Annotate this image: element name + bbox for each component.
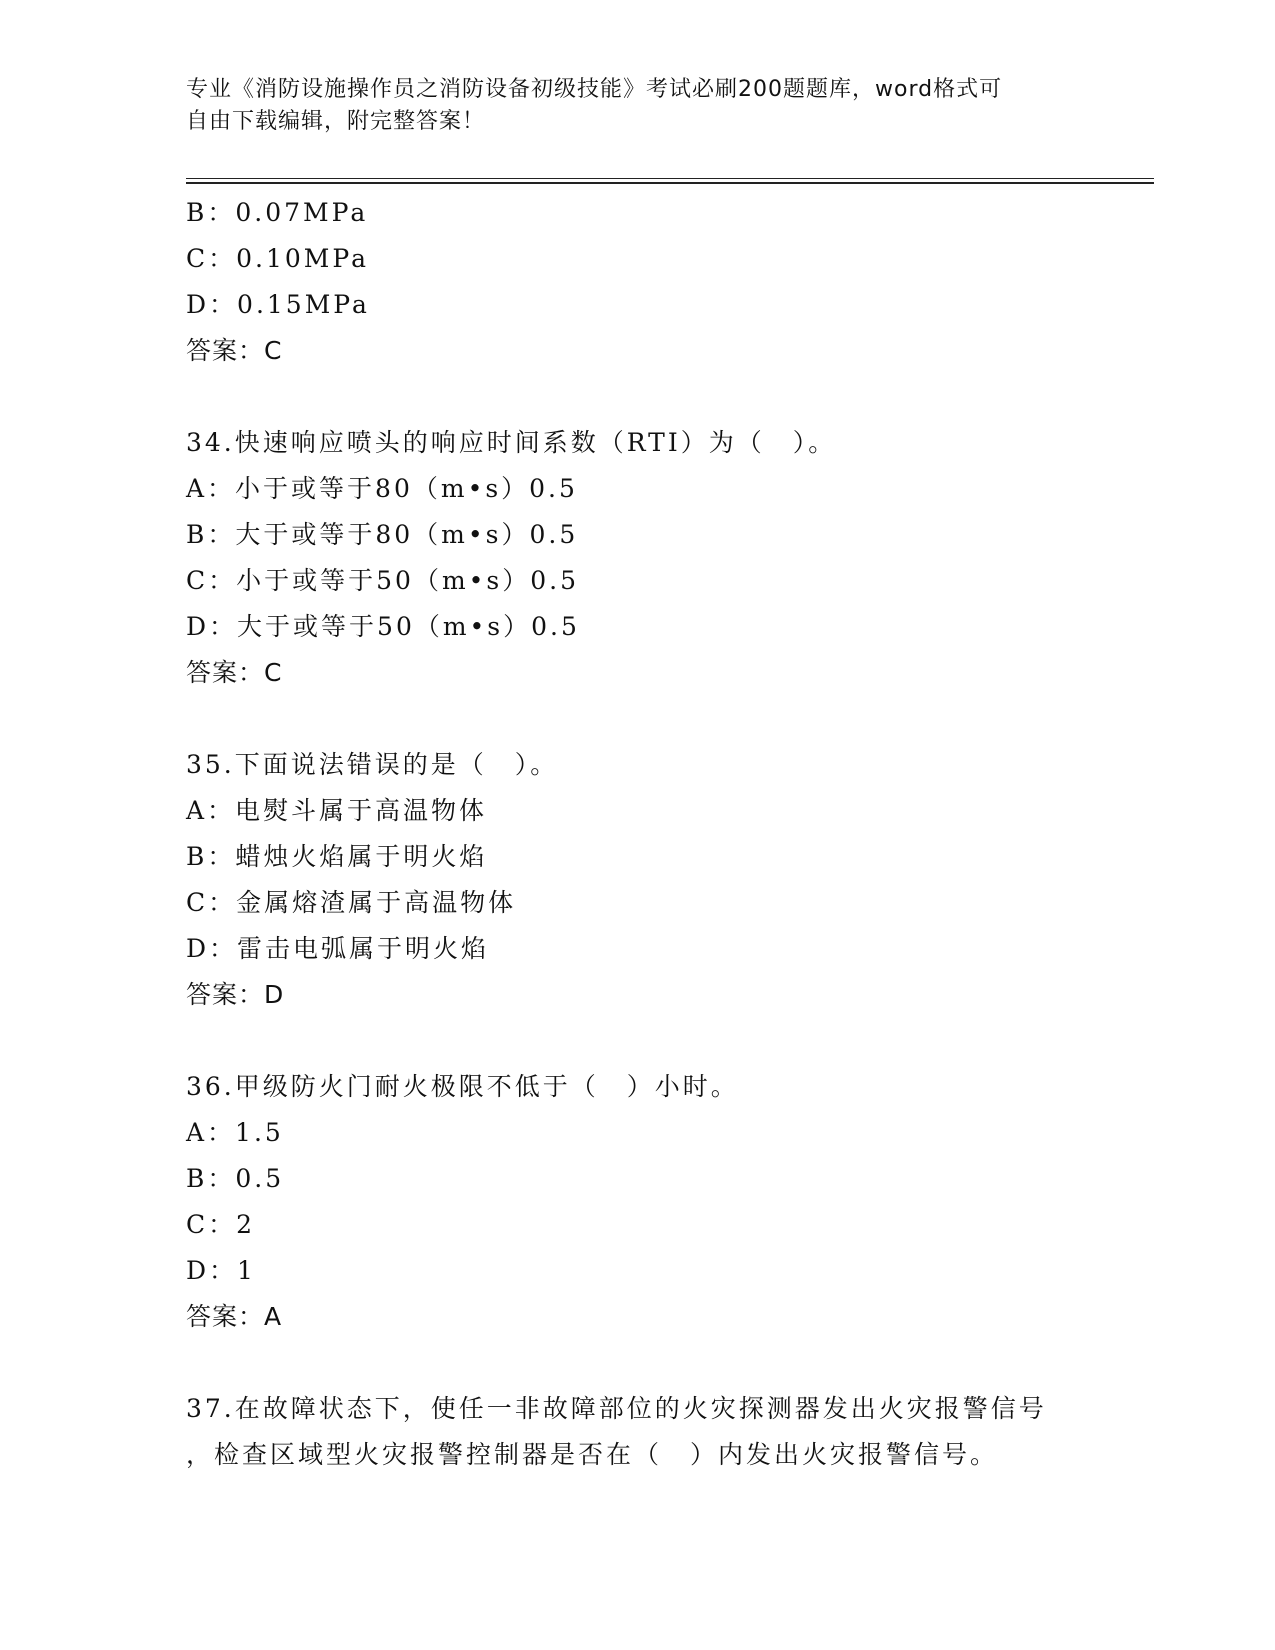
- option-c: C：0.10MPa: [186, 244, 369, 273]
- question-text: 35.下面说法错误的是（ ）。: [186, 750, 559, 779]
- question-text: 36.甲级防火门耐火极限不低于（ ）小时。: [186, 1072, 739, 1101]
- header-line-2: 自由下载编辑，附完整答案！: [186, 109, 486, 134]
- answer: 答案：A: [186, 1302, 283, 1331]
- option-c: C：2: [186, 1210, 256, 1239]
- option-d: D：0.15MPa: [186, 290, 370, 319]
- question-33-partial: [186, 190, 1086, 374]
- question-35: [186, 742, 1086, 1018]
- option-d: D：1: [186, 1256, 256, 1285]
- answer: 答案：C: [186, 336, 283, 365]
- question-37: [186, 1386, 1086, 1478]
- header-line-1: 专业《消防设施操作员之消防设备初级技能》考试必刷200题题库，word格式可: [186, 77, 1003, 102]
- option-b: B：大于或等于80（m•s）0.5: [186, 520, 579, 549]
- header-divider-thin: [186, 178, 1154, 179]
- option-b: B：0.07MPa: [186, 198, 369, 227]
- question-text-line-2: ，检查区域型火灾报警控制器是否在（ ）内发出火灾报警信号。: [186, 1440, 999, 1469]
- option-c: C：金属熔渣属于高温物体: [186, 888, 517, 917]
- document-header: [186, 74, 1066, 138]
- question-list: [186, 190, 1086, 1478]
- question-text-line-1: 37.在故障状态下，使任一非故障部位的火灾探测器发出火灾报警信号: [186, 1394, 1047, 1423]
- option-d: D：雷击电弧属于明火焰: [186, 934, 490, 963]
- option-a: A：1.5: [186, 1118, 284, 1147]
- answer: 答案：C: [186, 658, 283, 687]
- answer: 答案：D: [186, 980, 285, 1009]
- option-c: C：小于或等于50（m•s）0.5: [186, 566, 579, 595]
- option-b: B：0.5: [186, 1164, 285, 1193]
- option-a: A：电熨斗属于高温物体: [186, 796, 488, 825]
- header-divider-thick: [186, 182, 1154, 184]
- question-34: [186, 420, 1086, 696]
- option-a: A：小于或等于80（m•s）0.5: [186, 474, 578, 503]
- question-36: [186, 1064, 1086, 1340]
- question-text: 34.快速响应喷头的响应时间系数（RTI）为（ ）。: [186, 428, 837, 457]
- option-b: B：蜡烛火焰属于明火焰: [186, 842, 488, 871]
- option-d: D：大于或等于50（m•s）0.5: [186, 612, 580, 641]
